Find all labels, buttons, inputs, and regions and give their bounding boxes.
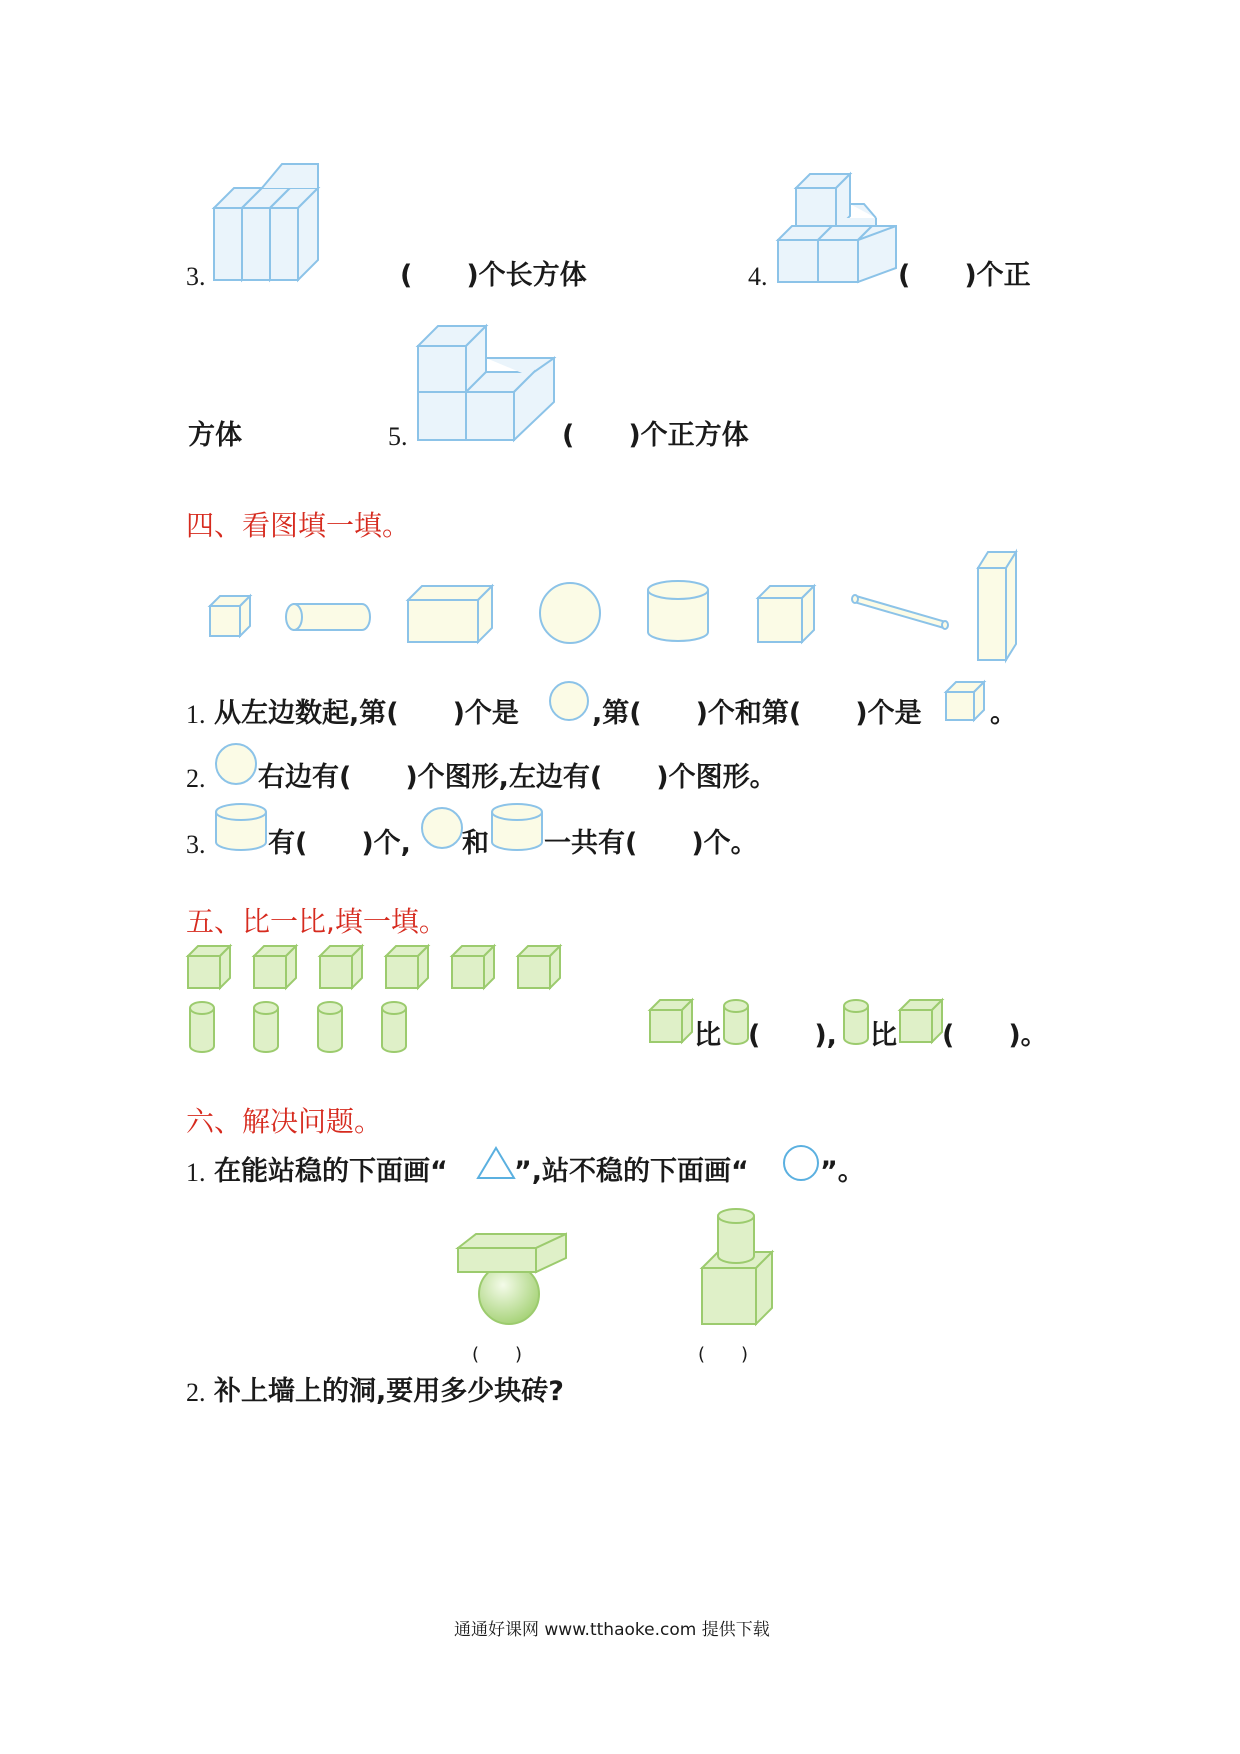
s6-q2-number: 2. xyxy=(186,1378,206,1407)
s6-answer-paren-2: ( ) xyxy=(698,1344,749,1365)
triangle-icon xyxy=(476,1146,516,1180)
s4-line1-text-c: 。 xyxy=(990,698,1017,729)
s4-line2-number: 2. xyxy=(186,764,206,793)
s4-line3-text-b: 和 xyxy=(462,828,489,859)
q5-number: 5. xyxy=(388,422,408,451)
s5-blank-1: ( ), xyxy=(748,1020,837,1051)
circle-icon xyxy=(782,1144,820,1182)
s6-answer-paren-1: ( ) xyxy=(472,1344,523,1365)
stick-cylinder-icon xyxy=(852,595,948,629)
s5-compare-word-1: 比 xyxy=(694,1020,721,1051)
green-cylinder-icon xyxy=(382,1002,406,1052)
green-cube-icon xyxy=(898,998,944,1046)
green-cylinder-icon xyxy=(190,1002,214,1052)
shape-row xyxy=(200,548,1040,668)
green-cylinder-icon xyxy=(318,1002,342,1052)
cube-icon xyxy=(758,586,814,642)
green-cylinder-icon xyxy=(254,1002,278,1052)
q4-number: 4. xyxy=(748,262,768,291)
s4-line2-text: 右边有( )个图形,左边有( )个图形。 xyxy=(258,762,777,793)
cylinder-icon xyxy=(214,802,268,852)
section-5-title: 五、比一比,填一填。 xyxy=(186,905,447,938)
s4-line1-number: 1. xyxy=(186,700,206,729)
sphere-icon xyxy=(548,680,590,722)
cuboid-icon xyxy=(408,586,492,642)
s4-line3-text-c: 一共有( )个。 xyxy=(544,828,758,859)
q4-answer-text: ( )个正 xyxy=(898,260,1031,291)
q3-answer-text: ( )个长方体 xyxy=(400,260,587,291)
cylinder-icon xyxy=(286,604,370,630)
cuboid-on-sphere-figure xyxy=(456,1230,580,1330)
cube-icon xyxy=(944,680,988,722)
tall-cuboid-icon xyxy=(978,552,1016,660)
page-footer: 通通好课网 www.tthaoke.com 提供下载 xyxy=(454,1620,770,1640)
green-cylinder-icon xyxy=(842,998,872,1048)
cylinder-icon xyxy=(648,581,708,641)
s4-line1-text-a: 从左边数起,第( )个是 xyxy=(214,698,519,729)
cube-staircase-figure xyxy=(776,160,901,284)
cube-step-figure xyxy=(416,322,562,444)
s6-q2-text: 补上墙上的洞,要用多少块砖? xyxy=(214,1376,564,1407)
small-cube-icon xyxy=(210,596,250,636)
sphere-icon xyxy=(540,583,600,643)
green-cube-icon xyxy=(518,946,560,988)
q4-answer-continued: 方体 xyxy=(188,420,242,451)
s5-compare-word-2: 比 xyxy=(870,1020,897,1051)
cylinder-on-cube-figure xyxy=(700,1204,780,1328)
green-cube-icon xyxy=(320,946,362,988)
s4-line1-text-b: ,第( )个和第( )个是 xyxy=(592,698,922,729)
s6-q1-text-a: 在能站稳的下面画“ xyxy=(214,1156,448,1187)
cube-cylinder-groups xyxy=(186,942,586,1056)
stacked-cuboids-figure xyxy=(212,162,322,282)
q5-answer-text: ( )个正方体 xyxy=(562,420,749,451)
s4-line3-text-a: 有( )个, xyxy=(268,828,411,859)
s6-q1-number: 1. xyxy=(186,1158,206,1187)
s4-line3-number: 3. xyxy=(186,830,206,859)
s6-q1-text-b: ”,站不稳的下面画“ xyxy=(514,1156,749,1187)
sphere-icon xyxy=(420,806,464,850)
q3-number: 3. xyxy=(186,262,206,291)
green-cube-icon xyxy=(452,946,494,988)
section-4-title: 四、看图填一填。 xyxy=(186,509,411,542)
s5-blank-2: ( )。 xyxy=(942,1020,1048,1051)
green-cube-icon xyxy=(386,946,428,988)
green-cube-icon xyxy=(648,998,694,1046)
sphere-icon xyxy=(214,742,258,786)
section-6-title: 六、解决问题。 xyxy=(186,1105,383,1138)
green-cube-icon xyxy=(188,946,230,988)
s6-q1-text-c: ”。 xyxy=(820,1156,865,1187)
cylinder-icon xyxy=(490,802,544,852)
green-cube-icon xyxy=(254,946,296,988)
